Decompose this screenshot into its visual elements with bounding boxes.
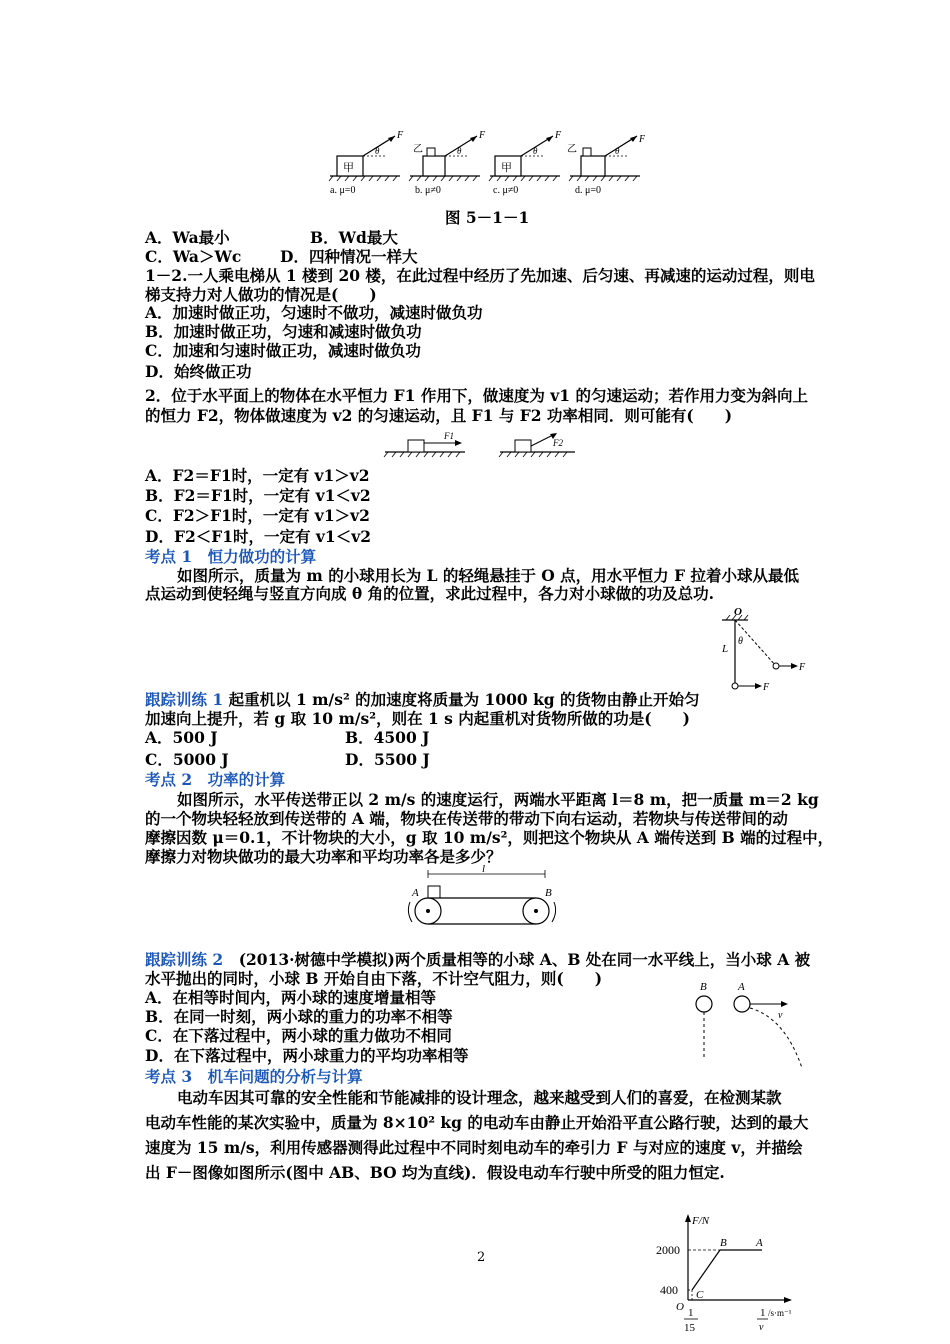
force-label: F (555, 130, 562, 141)
q1-option-c: C．Wa＞Wc (145, 247, 242, 266)
x-tick-denominator: 15 (684, 1322, 695, 1334)
f1-label: F1 (444, 431, 454, 441)
k3-para-3: 速度为 15 m/s，利用传感器测得此过程中不同时刻电动车的牵引力 F 与对应的速度 v，并描绘 (145, 1138, 803, 1157)
end-b-label: B (545, 887, 552, 899)
y-tick-2000: 2000 (656, 1243, 680, 1257)
box-label: 甲 (343, 162, 354, 174)
point-a-label: A (756, 1237, 763, 1249)
force-label-low: F (763, 682, 770, 693)
x-axis-numerator: 1 (760, 1307, 766, 1319)
q2-option-a: A．F2＝F1时，一定有 v1＞v2 (145, 466, 370, 485)
box-label-2: 乙 (413, 144, 423, 155)
gz2-stem-1-text: (2013·树德中学模拟)两个质量相等的小球 A、B 处在同一水平线上，当小球 A 被 (223, 950, 811, 969)
k2-para-3: 摩擦因数 μ＝0.1，不计物块的大小，g 取 10 m/s²，则把这个物块从 A 端传送到 B 端的过程中， (145, 828, 834, 847)
gz2-stem-2: 水平抛出的同时，小球 B 开始自由下落，不计空气阻力，则( ) (145, 969, 603, 988)
q1-option-b: B．Wd最大 (310, 228, 398, 247)
gz1-stem-2: 加速向上提升，若 g 取 10 m/s²，则在 1 s 内起重机对货物所做的功是( ) (145, 709, 690, 728)
q12-option-d: D．始终做正功 (145, 362, 252, 381)
y-axis-label: F/N (692, 1215, 710, 1227)
x-axis-denominator: v (759, 1322, 764, 1333)
gz1-label: 跟踪训练 1 (145, 690, 224, 709)
force-velocity-graph (650, 1212, 810, 1340)
projectile-figure (690, 978, 810, 1070)
x-axis-unit: /s·m⁻¹ (768, 1308, 792, 1318)
k1-title: 考点 1 恒力做功的计算 (145, 547, 317, 566)
gz2-option-b: B．在同一时刻，两小球的重力的功率不相等 (145, 1007, 453, 1026)
ball-b-label: B (700, 981, 707, 993)
block-f1 (384, 431, 465, 457)
angle-label: θ (615, 146, 620, 156)
gz1-stem-1 (145, 690, 700, 710)
q12-option-a: A．加速时做正功，匀速时不做功，减速时做负功 (145, 303, 483, 322)
gz2-stem-1 (145, 950, 810, 970)
k3-title: 考点 3 机车问题的分析与计算 (145, 1067, 363, 1086)
k2-para-4: 摩擦力对物块做功的最大功率和平均功率各是多少？ (145, 847, 502, 866)
gz2-option-d: D．在下落过程中，两小球重力的平均功率相等 (145, 1046, 469, 1065)
block-f2 (499, 433, 575, 457)
gz1-option-c: C．5000 J (145, 750, 229, 769)
velocity-label: v (778, 1010, 783, 1021)
force-label: F (479, 130, 486, 141)
case-c (489, 130, 562, 196)
origin-label: O (676, 1301, 684, 1313)
box-label-2: 乙 (567, 144, 577, 155)
case-a (329, 130, 404, 196)
gz1-option-b: B．4500 J (345, 728, 430, 747)
q2-stem-2: 的恒力 F2，物体做速度为 v2 的匀速运动，且 F1 与 F2 功率相同．则可能有( ) (145, 406, 733, 425)
box-label: 甲 (501, 162, 512, 174)
caption-a: a. μ=0 (330, 185, 356, 196)
length-label: L (722, 643, 729, 655)
q2-stem-1: 2．位于水平面上的物体在水平恒力 F1 作用下，做速度为 v1 的匀速运动；若作用力变为斜向上 (145, 386, 808, 405)
caption-d: d. μ=0 (575, 185, 602, 196)
k2-para-1: 如图所示，水平传送带正以 2 m/s 的速度运行，两端水平距离 l＝8 m，把一质量 m＝2 kg (177, 790, 819, 809)
force-label-high: F (799, 662, 806, 673)
end-a-label: A (412, 887, 419, 899)
caption-b: b. μ≠0 (415, 185, 441, 196)
gz1-option-d: D．5500 J (345, 750, 430, 769)
q1-option-a: A．Wa最小 (145, 228, 230, 247)
gz2-option-a: A．在相等时间内，两小球的速度增量相等 (145, 988, 437, 1007)
k1-para-2: 点运动到使轻绳与竖直方向成 θ 角的位置，求此过程中，各力对小球做的功及总功. (145, 584, 715, 603)
theta-label: θ (738, 636, 743, 647)
k2-para-2: 的一个物块轻轻放到传送带的 A 端，物块在传送带的带动下向右运动，若物块与传送带间的动 (145, 809, 788, 828)
gz2-option-c: C．在下落过程中，两小球的重力做功不相同 (145, 1026, 452, 1045)
y-tick-400: 400 (660, 1283, 678, 1297)
point-c-label: C (696, 1289, 704, 1301)
q2-option-b: B．F2＝F1时，一定有 v1＜v2 (145, 486, 371, 505)
gz2-label: 跟踪训练 2 (145, 950, 224, 969)
caption-c: c. μ≠0 (493, 185, 519, 196)
k1-para-1: 如图所示，质量为 m 的小球用长为 L 的轻绳悬挂于 O 点，用水平恒力 F 拉着小球从最低 (177, 566, 799, 585)
gz1-option-a: A．500 J (145, 728, 218, 747)
angle-label: θ (375, 146, 380, 156)
length-label: l (482, 863, 486, 875)
page-number: 2 (477, 1250, 486, 1265)
q2-figure (380, 428, 580, 464)
k3-para-1: 电动车因其可靠的安全性能和节能减排的设计理念，越来越受到人们的喜爱，在检测某款 (177, 1088, 782, 1107)
ball-a-label: A (738, 981, 745, 993)
gz1-stem-1-text: 起重机以 1 m/s² 的加速度将质量为 1000 kg 的货物由静止开始匀 (223, 690, 700, 709)
q12-stem-1: 1－2.一人乘电梯从 1 楼到 20 楼，在此过程中经历了先加速、后匀速、再减速的运动过程，则电 (145, 266, 815, 285)
q12-option-b: B．加速时做正功，匀速和减速时做负功 (145, 322, 422, 341)
angle-label: θ (457, 146, 462, 156)
x-tick-numerator: 1 (688, 1307, 694, 1319)
conveyor-figure (400, 862, 565, 932)
f2-label: F2 (553, 438, 563, 448)
force-label: F (639, 134, 645, 145)
force-cases-figure (325, 128, 645, 200)
point-b-label: B (720, 1237, 727, 1249)
angle-label: θ (533, 146, 538, 156)
pivot-label: O (734, 606, 742, 618)
force-label: F (397, 130, 404, 141)
figure-caption: 图 5－1－1 (445, 208, 530, 227)
pendulum-figure (710, 606, 810, 696)
q2-option-c: C．F2＞F1时，一定有 v1＞v2 (145, 506, 370, 525)
case-b (409, 130, 486, 196)
k3-para-4: 出 F－图像如图所示(图中 AB、BO 均为直线)．假设电动车行驶中所受的阻力恒定. (145, 1163, 725, 1182)
q2-option-d: D．F2＜F1时，一定有 v1＜v2 (145, 527, 371, 546)
k2-title: 考点 2 功率的计算 (145, 770, 286, 789)
k3-para-2: 电动车性能的某次实验中，质量为 8×10² kg 的电动车由静止开始沿平直公路行驶，达到的最大 (145, 1113, 809, 1132)
q12-option-c: C．加速和匀速时做正功，减速时做负功 (145, 341, 421, 360)
q1-option-d: D．四种情况一样大 (280, 247, 418, 266)
case-d (567, 134, 645, 196)
q12-stem-2: 梯支持力对人做功的情况是( ) (145, 285, 377, 304)
